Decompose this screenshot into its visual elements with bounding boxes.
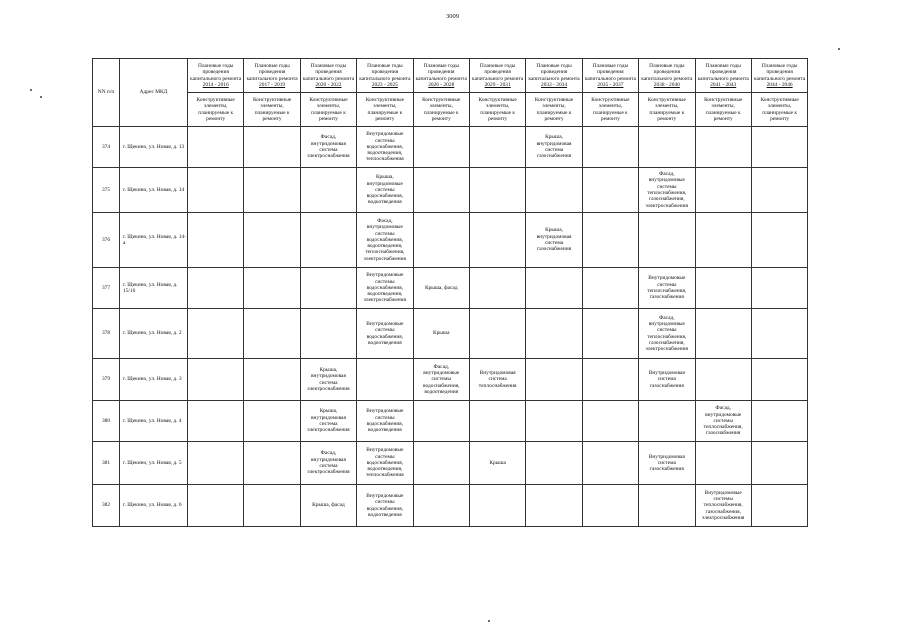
- header-period-4: [413, 59, 469, 93]
- repair-cell: Крыша: [469, 442, 525, 485]
- repair-cell: [526, 485, 582, 527]
- header-period-0: [188, 59, 244, 93]
- period-caption: Плановые годы проведения капитального ремонта: [472, 62, 524, 82]
- header-elements-0: Конструктивные элементы, планируемые к ремонту: [188, 93, 244, 127]
- row-address: г. Щекино, ул. Новая, д. 2: [120, 309, 188, 359]
- repair-cell: [469, 485, 525, 527]
- repair-cell: Фасад, внутридомовые системы теплоснабжения, газоснабжения, электроснабжения: [639, 309, 695, 359]
- repair-cell: [244, 268, 300, 309]
- repair-cell: [639, 401, 695, 442]
- table-row: [93, 127, 808, 168]
- period-years: 2023 - 2025: [371, 81, 398, 88]
- repair-cell: [582, 401, 638, 442]
- period-years: 2017 - 2019: [259, 81, 286, 88]
- header-elements-4: Конструктивные элементы, планируемые к ремонту: [413, 93, 469, 127]
- repair-cell: [244, 359, 300, 401]
- repair-cell: [413, 485, 469, 527]
- repair-cell: [695, 442, 751, 485]
- repair-cell: [244, 213, 300, 268]
- table-row: [93, 401, 808, 442]
- table-row: [93, 359, 808, 401]
- repair-cell: Внутридомовые системы водоснабжения, водоотведения: [357, 401, 413, 442]
- repair-cell: [188, 485, 244, 527]
- header-period-9: [695, 59, 751, 93]
- row-address: г. Щекино, ул. Новая, д. 4: [120, 401, 188, 442]
- repair-cell: [526, 168, 582, 213]
- repair-cell: [413, 127, 469, 168]
- repair-cell: [751, 359, 807, 401]
- header-elements-2: Конструктивные элементы, планируемые к ремонту: [300, 93, 356, 127]
- repair-cell: [244, 485, 300, 527]
- repair-cell: Внутридомовые системы водоснабжения, водоотведения, электроснабжения: [357, 268, 413, 309]
- repair-cell: [300, 309, 356, 359]
- repair-cell: Фасад, внутридомовая система электроснабжения: [300, 442, 356, 485]
- scan-speck: [838, 48, 840, 50]
- repair-cell: Внутридомовые системы водоснабжения, водоотведения, теплоснабжения: [357, 127, 413, 168]
- repair-cell: [695, 168, 751, 213]
- repair-cell: [188, 168, 244, 213]
- period-years: 2014 - 2016: [202, 81, 229, 88]
- table-row: [93, 485, 808, 527]
- repair-cell: [695, 127, 751, 168]
- repair-cell: [582, 485, 638, 527]
- repair-cell: [413, 401, 469, 442]
- row-number: 375: [93, 168, 120, 213]
- repair-cell: [413, 213, 469, 268]
- repair-cell: [413, 442, 469, 485]
- scan-speck: [40, 96, 42, 98]
- table-row: [93, 168, 808, 213]
- repair-cell: Крыша, внутридомовая система газоснабжения: [526, 127, 582, 168]
- repair-cell: [582, 127, 638, 168]
- row-number: 377: [93, 268, 120, 309]
- row-address: г. Щекино, ул. Новая, д. 5: [120, 442, 188, 485]
- row-address: г. Щекино, ул. Новая, д. 13: [120, 127, 188, 168]
- period-years: 2029 - 2031: [484, 81, 511, 88]
- repair-cell: Крыша, внутридомовые системы водоснабжения, водоотведения: [357, 168, 413, 213]
- repair-cell: [188, 213, 244, 268]
- table-row: [93, 309, 808, 359]
- period-caption: Плановые годы проведения капитального ремонта: [359, 62, 411, 82]
- row-number: 376: [93, 213, 120, 268]
- row-address: г. Щекино, ул. Новая, д. 14: [120, 168, 188, 213]
- header-elements-3: Конструктивные элементы, планируемые к ремонту: [357, 93, 413, 127]
- repair-cell: [582, 309, 638, 359]
- repair-cell: [695, 309, 751, 359]
- repair-cell: Фасад, внутридомовые системы теплоснабжения, газоснабжения, электроснабжения: [639, 168, 695, 213]
- repair-cell: [469, 268, 525, 309]
- repair-cell: [751, 268, 807, 309]
- repair-cell: [357, 359, 413, 401]
- row-number: 378: [93, 309, 120, 359]
- period-years: 2032 - 2034: [541, 81, 568, 88]
- repair-cell: Внутридомовая система газоснабжения: [639, 442, 695, 485]
- repair-cell: [582, 168, 638, 213]
- capital-repair-table: [92, 58, 808, 527]
- scan-speck: [488, 620, 490, 622]
- period-years: 2038 - 2040: [653, 81, 680, 88]
- table-row: [93, 268, 808, 309]
- table-row: [93, 442, 808, 485]
- repair-cell: [695, 213, 751, 268]
- header-address: Адрес МКД: [120, 59, 188, 127]
- row-number: 380: [93, 401, 120, 442]
- repair-cell: [469, 309, 525, 359]
- header-elements-5: Конструктивные элементы, планируемые к ремонту: [469, 93, 525, 127]
- page-number: 3009: [446, 13, 459, 20]
- repair-cell: Крыша, внутридомовая система газоснабжения: [526, 213, 582, 268]
- row-address: г. Щекино, ул. Новая, д. 3: [120, 359, 188, 401]
- repair-cell: [244, 168, 300, 213]
- header-period-6: [526, 59, 582, 93]
- repair-cell: Крыша, фасад: [413, 268, 469, 309]
- repair-cell: Крыша, фасад: [300, 485, 356, 527]
- period-caption: Плановые годы проведения капитального ремонта: [641, 62, 693, 82]
- header-period-7: [582, 59, 638, 93]
- row-number: 379: [93, 359, 120, 401]
- period-caption: Плановые годы проведения капитального ремонта: [190, 62, 242, 82]
- header-elements-8: Конструктивные элементы, планируемые к ремонту: [639, 93, 695, 127]
- repair-cell: [751, 442, 807, 485]
- repair-cell: [469, 213, 525, 268]
- repair-cell: [751, 213, 807, 268]
- repair-cell: [582, 442, 638, 485]
- repair-cell: [244, 442, 300, 485]
- repair-cell: [526, 401, 582, 442]
- table-body: [93, 127, 808, 527]
- header-elements-9: Конструктивные элементы, планируемые к ремонту: [695, 93, 751, 127]
- period-years: 2041 - 2043: [710, 81, 737, 88]
- repair-cell: [526, 309, 582, 359]
- repair-cell: [300, 168, 356, 213]
- repair-cell: [300, 268, 356, 309]
- scan-speck: [30, 89, 32, 91]
- repair-cell: [751, 168, 807, 213]
- period-caption: Плановые годы проведения капитального ремонта: [753, 62, 806, 82]
- repair-cell: [188, 401, 244, 442]
- period-years: 2044 - 2046: [766, 81, 793, 88]
- repair-cell: [751, 485, 807, 527]
- repair-cell: Внутридомовая система теплоснабжения: [469, 359, 525, 401]
- repair-cell: Крыша, внутридомовая система электроснабжения: [300, 401, 356, 442]
- repair-cell: Крыша: [413, 309, 469, 359]
- header-period-5: [469, 59, 525, 93]
- period-years: 2020 - 2022: [315, 81, 342, 88]
- repair-cell: [188, 127, 244, 168]
- repair-cell: [526, 442, 582, 485]
- header-period-8: [639, 59, 695, 93]
- repair-cell: [188, 268, 244, 309]
- header-elements-7: Конструктивные элементы, планируемые к ремонту: [582, 93, 638, 127]
- repair-cell: [751, 309, 807, 359]
- repair-cell: [639, 127, 695, 168]
- header-num: NN п/п: [93, 59, 120, 127]
- header-period-1: [244, 59, 300, 93]
- repair-cell: [526, 268, 582, 309]
- repair-cell: Фасад, внутридомовые системы водоснабжения, водоотведения, теплоснабжения, электроснабжения: [357, 213, 413, 268]
- header-elements-10: Конструктивные элементы, планируемые к ремонту: [751, 93, 807, 127]
- repair-cell: Фасад, внутридомовая система электроснабжения: [300, 127, 356, 168]
- repair-cell: [188, 309, 244, 359]
- repair-cell: [582, 268, 638, 309]
- row-number: 381: [93, 442, 120, 485]
- row-address: г. Щекино, ул. Новая, д. 15/16: [120, 268, 188, 309]
- repair-cell: [639, 485, 695, 527]
- header-period-3: [357, 59, 413, 93]
- row-number: 374: [93, 127, 120, 168]
- repair-cell: [469, 401, 525, 442]
- repair-cell: [413, 168, 469, 213]
- row-address: г. Щекино, ул. Новая, д. 6: [120, 485, 188, 527]
- header-elements-6: Конструктивные элементы, планируемые к ремонту: [526, 93, 582, 127]
- repair-cell: Внутридомовые системы водоснабжения, водоотведения, теплоснабжения: [357, 442, 413, 485]
- repair-cell: Крыша, внутридомовая система электроснабжения: [300, 359, 356, 401]
- period-caption: Плановые годы проведения капитального ремонта: [302, 62, 355, 82]
- repair-cell: [469, 127, 525, 168]
- repair-cell: [695, 268, 751, 309]
- repair-cell: Внутридомовые системы теплоснабжения, газоснабжения: [639, 268, 695, 309]
- period-caption: Плановые годы проведения капитального ремонта: [415, 62, 467, 82]
- header-elements-1: Конструктивные элементы, планируемые к ремонту: [244, 93, 300, 127]
- period-caption: Плановые годы проведения капитального ремонта: [584, 62, 637, 82]
- repair-cell: Внутридомовая система газоснабжения: [639, 359, 695, 401]
- period-caption: Плановые годы проведения капитального ремонта: [528, 62, 580, 82]
- period-years: 2035 - 2037: [597, 81, 624, 88]
- table-row: [93, 213, 808, 268]
- repair-cell: [188, 359, 244, 401]
- repair-cell: [469, 168, 525, 213]
- row-number: 382: [93, 485, 120, 527]
- repair-cell: [582, 359, 638, 401]
- repair-cell: Фасад, внутридомовые системы теплоснабжения, газоснабжения: [695, 401, 751, 442]
- repair-cell: [526, 359, 582, 401]
- repair-cell: [244, 401, 300, 442]
- header-period-2: [300, 59, 356, 93]
- period-years: 2026 - 2028: [428, 81, 455, 88]
- repair-cell: Внутридомовые системы водоснабжения, водоотведения: [357, 485, 413, 527]
- repair-cell: [244, 309, 300, 359]
- period-caption: Плановые годы проведения капитального ремонта: [697, 62, 749, 82]
- repair-cell: [751, 127, 807, 168]
- row-address: г. Щекино, ул. Новая, д. 14-а: [120, 213, 188, 268]
- repair-cell: [188, 442, 244, 485]
- header-period-10: [751, 59, 807, 93]
- repair-cell: [695, 359, 751, 401]
- repair-cell: [300, 213, 356, 268]
- repair-cell: Внутридомовые системы теплоснабжения, газоснабжения, электроснабжения: [695, 485, 751, 527]
- repair-cell: [751, 401, 807, 442]
- period-caption: Плановые годы проведения капитального ремонта: [246, 62, 298, 82]
- repair-cell: [639, 213, 695, 268]
- table-header: [93, 59, 808, 127]
- repair-cell: Внутридомовые системы водоснабжения, водоотведения: [357, 309, 413, 359]
- repair-cell: [244, 127, 300, 168]
- repair-cell: Фасад, внутридомовые системы водоснабжения, водоотведения: [413, 359, 469, 401]
- repair-cell: [582, 213, 638, 268]
